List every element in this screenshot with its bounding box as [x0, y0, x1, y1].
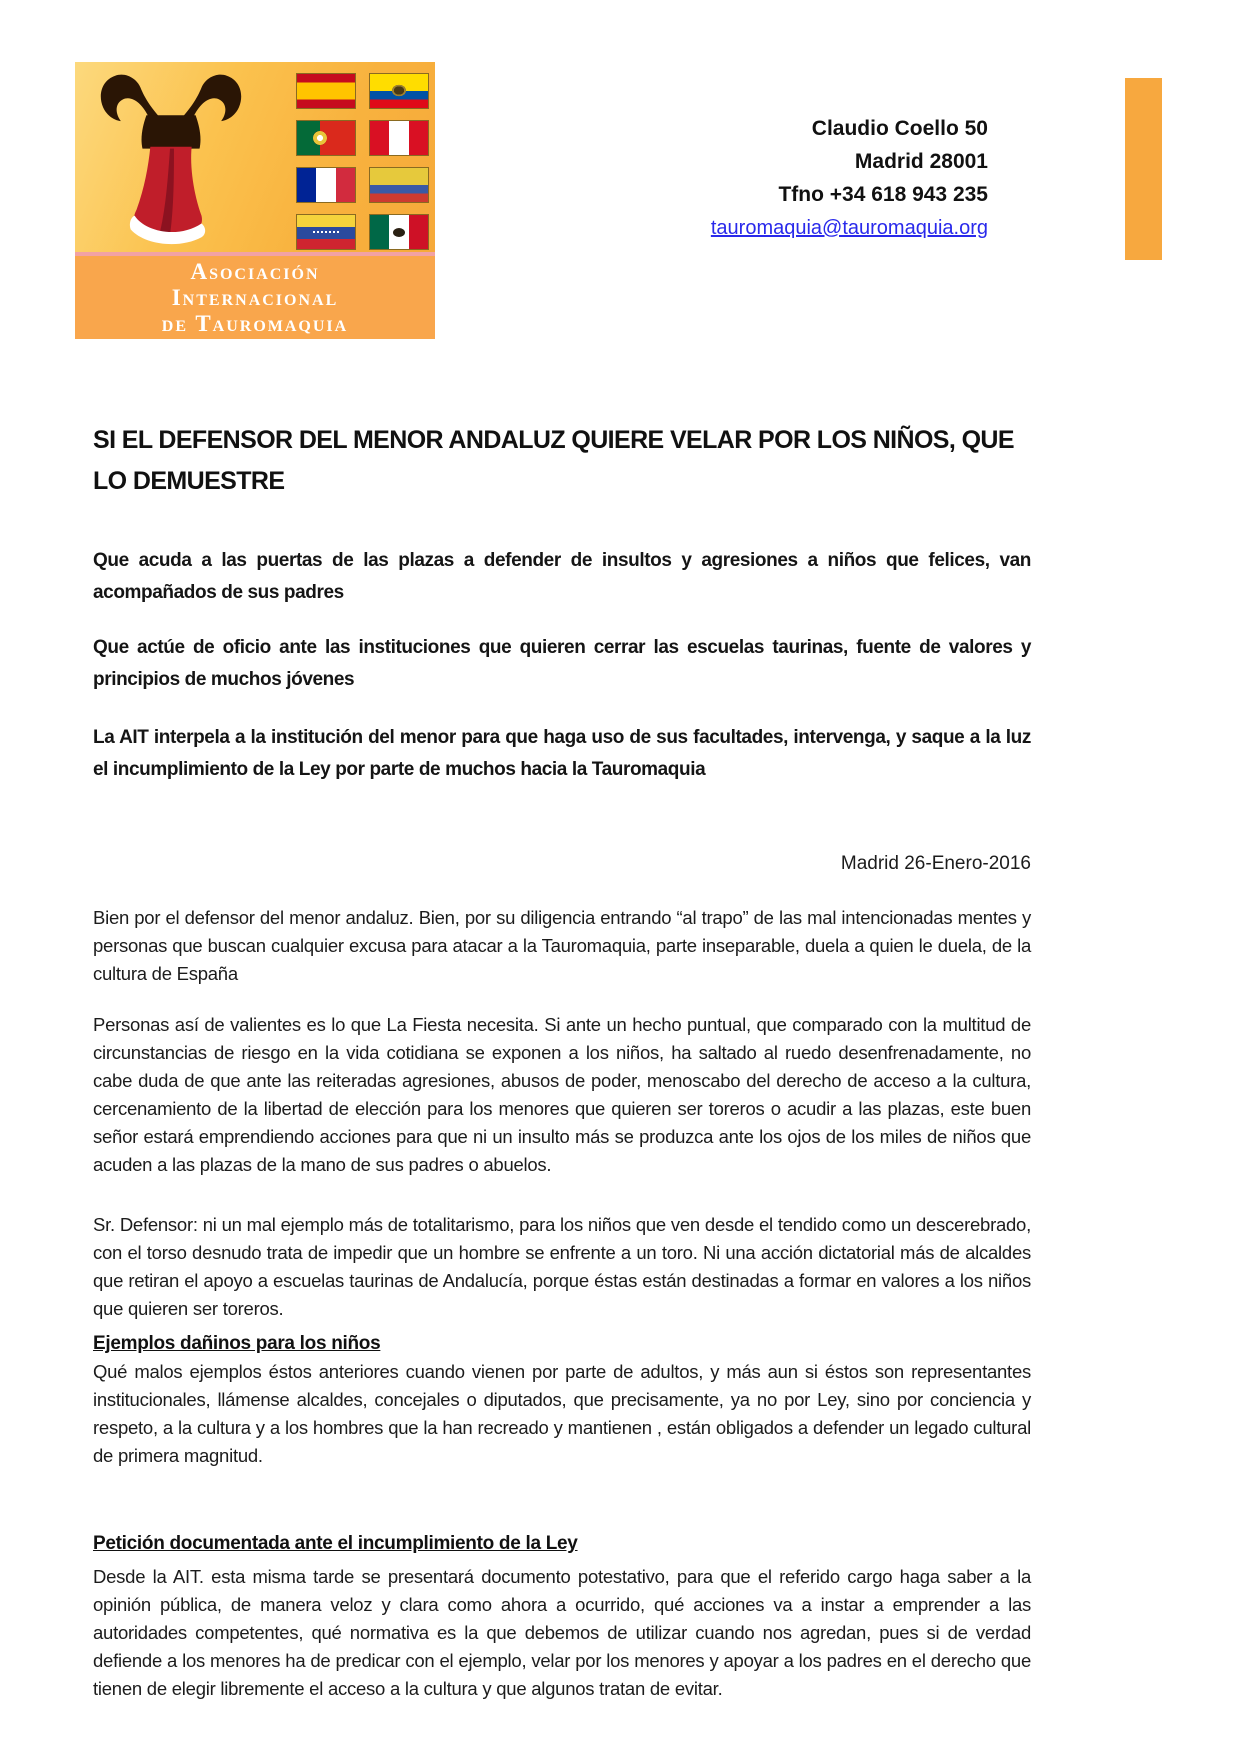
lead-paragraph-2: Que actúe de oficio ante las instituciones que quieren cerrar las escuelas taurinas, fuente de valores y principios de muchos jóvenes — [93, 637, 1031, 690]
letter-body — [93, 420, 1031, 1703]
section-paragraph-peticion: Desde la AIT. esta misma tarde se presentará documento potestativo, para que el referido cargo haga saber a la opinión pública, de manera veloz y clara como ahora a ocurrido, qué acciones va a instar a emprender a las autoridades competentes, qué normativa es la que debemos de utilizar cuando nos agredan, pues si de verdad defiende a los menores ha de predicar con el ejemplo, velar por los menores y apoyar a los padres en el derecho que tienen de elegir libremente el acceso a la cultura y que algunos tratan de evitar. — [93, 1566, 1031, 1699]
flag-venezuela-icon — [296, 214, 356, 250]
logo-banner — [75, 252, 435, 339]
flag-mexico-icon — [369, 214, 429, 250]
contact-city-line: Madrid 28001 — [854, 150, 988, 173]
contact-phone-line: Tfno +34 618 943 235 — [778, 183, 988, 206]
dateline: Madrid 26-Enero-2016 — [840, 853, 1031, 874]
flag-france-icon — [296, 167, 356, 203]
section-heading-ejemplos: Ejemplos dañinos para los niños — [93, 1333, 381, 1354]
flag-peru-icon — [369, 120, 429, 156]
section-paragraph-ejemplos: Qué malos ejemplos éstos anteriores cuando vienen por parte de adultos, y más aun si éstos son representantes institucionales, llámense alcaldes, concejales o diputados, que precisamente, ya no por Ley, sino por conciencia y respeto, a la cultura y a los hombres que la han recreado y mantienen , están obligados a defender un legado cultural de primera magnitud. — [93, 1361, 1031, 1466]
body-paragraph-3: Sr. Defensor: ni un mal ejemplo más de totalitarismo, para los niños que ven desde el tendido como un descerebrado, con el torso desnudo trata de impedir que un hombre se enfrente a un toro. Ni una acción dictatorial más de alcaldes que retiran el apoyo a escuelas taurinas de Andalucía, porque éstas están destinadas a formar en valores a los niños que quieren ser toreros. — [93, 1214, 1031, 1319]
flag-colombia-icon — [369, 167, 429, 203]
contact-address-line: Claudio Coello 50 — [811, 117, 988, 140]
body-paragraph-2: Personas así de valientes es lo que La Fiesta necesita. Si ante un hecho puntual, que comparado con la multitud de circunstancias de riesgo en la vida cotidiana se exponen a los niños, ha saltado al ruedo desenfrenadamente, no cabe duda de que ante las reiteradas agresiones, abusos de poder, menoscabo del derecho de acceso a la cultura, cercenamiento de la libertad de elección para los menores que quieren ser toreros o acudir a las plazas, este buen señor estará emprendiendo acciones para que ni un insulto más se produzca ante los ojos de los miles de niños que acuden a las plazas de la mano de sus padres o abuelos. — [93, 1014, 1031, 1175]
logo-banner-line-2: Internacional — [171, 285, 339, 310]
flag-spain-icon — [296, 73, 356, 109]
section-heading-peticion: Petición documentada ante el incumplimiento de la Ley — [93, 1533, 578, 1554]
association-logo — [75, 62, 435, 339]
orange-accent-bar — [1125, 78, 1162, 260]
flag-portugal-icon — [296, 120, 356, 156]
contact-email-link[interactable]: tauromaquia@tauromaquia.org — [710, 217, 988, 239]
lead-paragraph-1: Que acuda a las puertas de las plazas a defender de insultos y agresiones a niños que felices, van acompañados de sus padres — [93, 550, 1031, 603]
flags-grid — [296, 73, 429, 250]
logo-banner-line-3: de Tauromaquia — [161, 311, 349, 336]
logo-artwork — [75, 62, 435, 252]
letter-title: SI EL DEFENSOR DEL MENOR ANDALUZ QUIERE VELAR POR LOS NIÑOS, QUE LO DEMUESTRE — [93, 426, 1014, 495]
lead-paragraph-3: La AIT interpela a la institución del menor para que haga uso de sus facultades, intervenga, y saque a la luz el incumplimiento de la Ley por parte de muchos hacia la Tauromaquia — [93, 727, 1031, 780]
flag-ecuador-icon — [369, 73, 429, 109]
body-paragraph-1: Bien por el defensor del menor andaluz. Bien, por su diligencia entrando “al trapo” de las mal intencionadas mentes y personas que buscan cualquier excusa para atacar a la Tauromaquia, parte inseparable, duela a quien le duela, de la cultura de España — [93, 907, 1031, 984]
bull-with-cape-icon — [87, 68, 255, 250]
logo-banner-line-1: Asociación — [190, 259, 320, 284]
contact-block — [711, 112, 988, 245]
